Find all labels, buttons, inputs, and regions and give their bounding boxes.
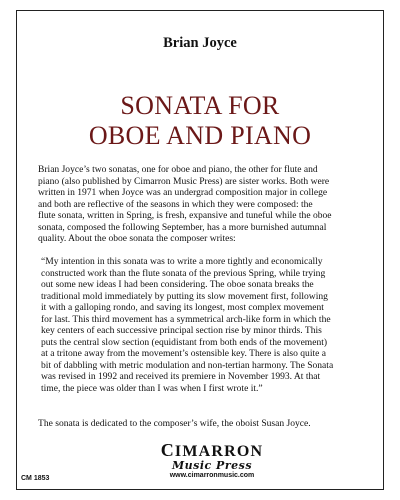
publisher-logo: [137, 442, 287, 480]
intro-line: and both are reflective of the seasons in which they were composed: the: [38, 198, 313, 210]
quote-line: key centers of each successive principal section rise by minor thirds. This: [41, 325, 322, 336]
quote-line: puts the central slow section (equidistant from both ends of the movement): [41, 336, 328, 348]
intro-line: Brian Joyce’s two sonatas, one for oboe and piano, the other for flute and: [38, 164, 318, 175]
quote-line: constructed work than the flute sonata of the previous Spring, while trying: [41, 267, 326, 279]
quote-line: bit of dabbling with metric modulation and non-tertian harmony. The Sonata: [41, 359, 334, 371]
quote-line: traditional mold immediately by putting its slow movement first, following: [41, 290, 328, 302]
intro-line: sonata, composed the following September, has a more burnished autumnal: [38, 221, 327, 233]
quote-line: at a tritone away from the movement’s ostensible key. There is also quite a: [41, 348, 326, 359]
title-line-1: SONATA FOR: [120, 91, 280, 120]
cover-page: [16, 10, 384, 490]
composer-quote: [41, 256, 361, 394]
intro-line: quality. About the oboe sonata the composer writes:: [38, 233, 236, 244]
quote-line: was revised in 1992 and received its premiere in November 1993. At that: [41, 371, 321, 382]
publisher-url: www.cimarronmusic.com: [169, 472, 255, 479]
quote-line: it with a galloping rondo, and saving its longest, most complex movement: [41, 302, 324, 313]
publisher-script: Music Press: [171, 459, 253, 472]
publisher-initial: C: [160, 440, 175, 460]
quote-line: “My intention in this sonata was to write a more tightly and economically: [41, 256, 323, 267]
page-title: [17, 91, 383, 151]
quote-line: for last. This third movement has a symmetrical arch-like form in which the: [41, 313, 331, 325]
publisher-name: [137, 442, 287, 460]
composer-name: Brian Joyce: [163, 35, 237, 51]
intro-line: flute sonata, written in Spring, is fresh, expansive and tuneful while the oboe: [38, 210, 332, 221]
publisher-name-rest: IMARRON: [174, 443, 264, 460]
dedication: The sonata is dedicated to the composer’s wife, the oboist Susan Joyce.: [38, 418, 311, 429]
intro-line: written in 1971 when Joyce was an undergrad composition major in college: [38, 187, 328, 198]
title-line-2: OBOE AND PIANO: [88, 121, 312, 150]
quote-line: out some new ideas I had been considering. The oboe sonata breaks the: [41, 279, 314, 290]
quote-line: time, the piece was older than I was when I first wrote it.”: [41, 382, 263, 394]
intro-paragraph: [38, 164, 362, 245]
catalog-number: CM 1853: [21, 475, 50, 482]
intro-line: piano (also published by Cimarron Music Press) are sister works. Both were: [38, 175, 330, 187]
